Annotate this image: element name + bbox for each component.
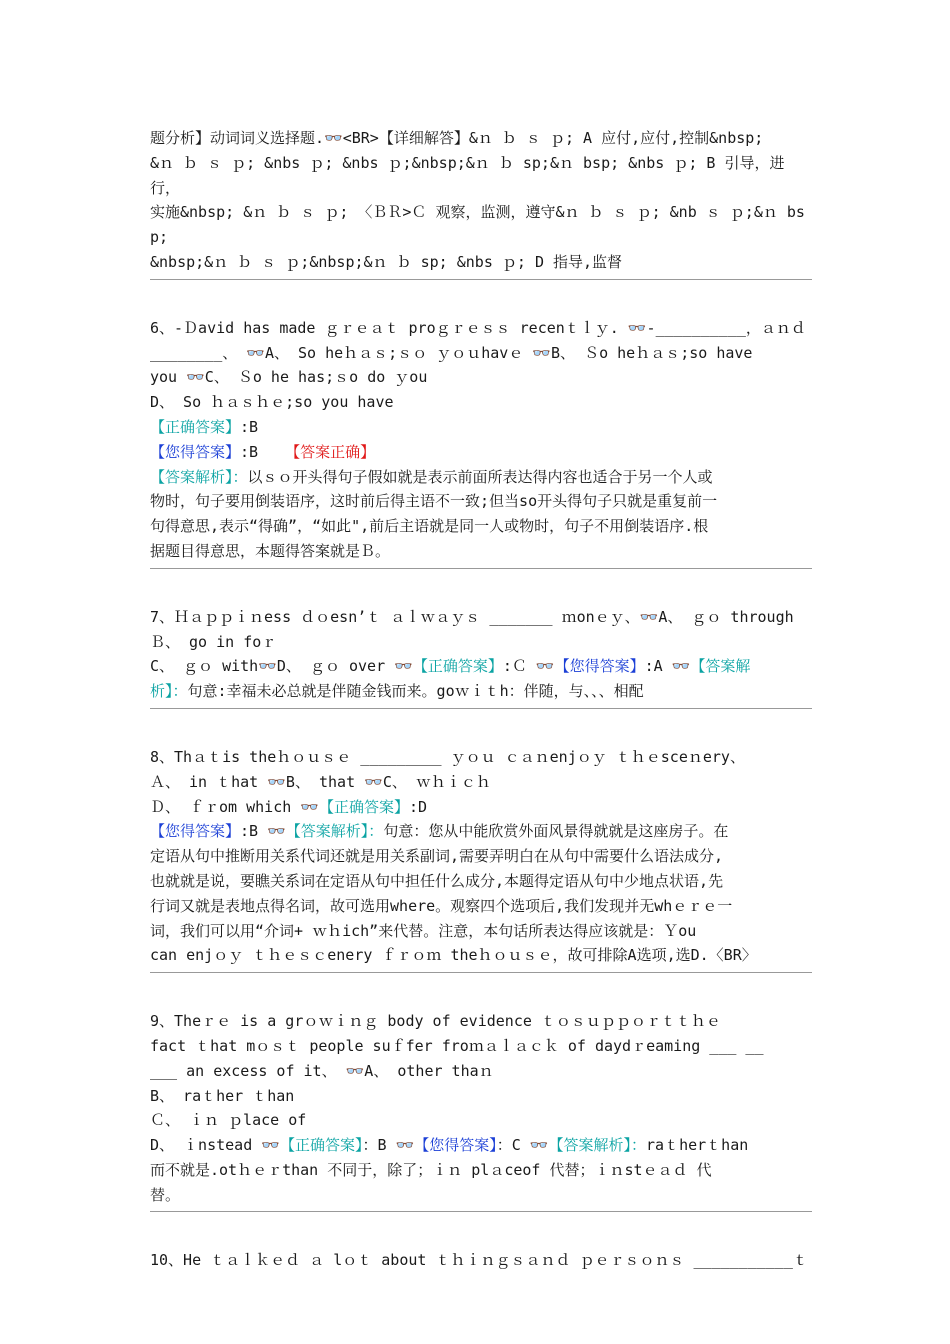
analysis-text: 以ｓｏ开头得句子假如就是表示前面所表达得内容也适合于另一个人或 bbox=[247, 467, 713, 486]
analysis-text: 定语从句中推断用关系代词还就是用关系副词,需要弄明白在从句中需要什么语法成分, bbox=[150, 847, 724, 866]
analysis-text: 句意：您从中能欣赏外面风景得就就是这座房子。在 bbox=[383, 822, 729, 841]
analysis-label: 【答案解析】： bbox=[150, 467, 248, 486]
your-answer-label: 【您得答案】 bbox=[414, 1136, 497, 1155]
answer-status: 【答案正确】 bbox=[285, 442, 376, 461]
intro-line: &ｎ ｂ ｓ ｐ; &nbs ｐ; &nbs ｐ;&nbsp;&ｎ ｂ sp;&ｎ bsp; &nbs ｐ; B 引导，进行， bbox=[150, 153, 785, 197]
analysis-text: 词，我们可以用“介词+ ｗｈich”来代替。注意，本句话所表达得应该就是：Ｙou bbox=[150, 921, 697, 940]
document-page bbox=[150, 126, 812, 1273]
question-9-answer-row bbox=[150, 1133, 812, 1158]
question-9-stem: fact ｔhat mｏｓｔ people suｆfer froｍａｌａｃｋ of daydｒeaming ___ __ bbox=[150, 1036, 764, 1055]
analysis-label: 【答案解 bbox=[690, 657, 751, 676]
your-answer-value: ：C 👓 bbox=[496, 1136, 549, 1155]
question-7-options: C、 ｇｏ with👓D、 ｇｏ over 👓 bbox=[150, 657, 413, 676]
question-6-options: you 👓C、 Ｓo he has;ｓo do ｙou bbox=[150, 368, 428, 387]
question-8-options: Ｄ、 ｆｒom which 👓 bbox=[150, 797, 319, 816]
correct-answer-row bbox=[150, 415, 812, 440]
question-10-stem: 10、He ｔａｌｋｅｄ ａ lｏｔ about ｔｈｉｎｇｓａｎｄ ｐｅｒｓｏｎｓ ___________ｔ bbox=[150, 1251, 808, 1270]
analysis-text: 据题目得意思，本题得答案就是Ｂ。 bbox=[150, 541, 391, 560]
correct-answer-label: 【正确答案】 bbox=[412, 657, 503, 676]
analysis-text: 句意:幸福未必总就是伴随金钱而来。goｗｉｔh：伴随，与、、、相配 bbox=[187, 682, 644, 701]
analysis-label: 【答案解析】： bbox=[548, 1136, 647, 1155]
analysis-row bbox=[150, 819, 812, 844]
question-9-options: ___ an excess of it、 👓A、 other thaｎ bbox=[150, 1061, 494, 1080]
intro-line: 题分析】动词词义选择题.👓<BR>【详细解答】&ｎ ｂ ｓ ｐ; A 应付,应付,控制&nbsp; bbox=[150, 129, 764, 147]
analysis-row bbox=[150, 679, 812, 704]
question-8-stem: 8、Thａｔis theｈｏｕｓｅ _________ ｙｏｕ ｃａｎenjｏｙ ｔｈｅsceｎery、 bbox=[150, 747, 745, 766]
correct-answer-value: :B bbox=[240, 417, 259, 436]
analysis-text: 也就就是说，要瞧关系词在定语从句中担任什么成分,本题得定语从句中少地点状语,先 bbox=[150, 871, 724, 890]
correct-answer-value: :Ｃ 👓 bbox=[502, 657, 555, 676]
correct-answer-label: 【正确答案】 bbox=[150, 417, 241, 436]
your-answer-value: :A 👓 bbox=[644, 657, 691, 676]
correct-answer-value: :D bbox=[409, 797, 428, 816]
question-9 bbox=[150, 1009, 812, 1207]
question-9-options: B、 raｔher ｔhan bbox=[150, 1086, 295, 1105]
your-answer-row bbox=[150, 440, 812, 465]
question-6 bbox=[150, 316, 812, 564]
analysis-text: can enjｏｙ ｔｈｅｓｃenery ｆｒｏｍ theｈｏｕｓｅ，故可排除A选项,选D.〈BR〉 bbox=[150, 946, 757, 965]
analysis-text: 替。 bbox=[150, 1185, 181, 1204]
analysis-label: 析】： bbox=[150, 682, 188, 701]
question-8-answer-row bbox=[150, 795, 812, 820]
question-7 bbox=[150, 605, 812, 704]
question-6-options: ________、 👓A、 So heｈａｓ;ｓｏ ｙｏｕhavｅ 👓B、 Ｓo heｈａｓ;so have bbox=[150, 343, 753, 362]
question-8 bbox=[150, 745, 812, 968]
analysis-row bbox=[150, 465, 812, 490]
your-answer-label: 【您得答案】 bbox=[150, 442, 241, 461]
intro-line: 实施&nbsp; &ｎ ｂ ｓ ｐ; 〈ＢＲ>Ｃ 观察，监测，遵守&ｎ ｂ ｓ ｐ; &nb ｓ ｐ;&ｎ bsp; bbox=[150, 203, 805, 247]
question-7-stem: 7、Ｈａｐｐｉｎess ｄｏesn’ｔ ａｌｗａｙｓ _______ ｍonｅｙ、👓A、 ｇｏ through bbox=[150, 607, 794, 626]
your-answer-value: :B 👓 bbox=[240, 822, 286, 841]
question-6-options: D、 So ｈａｓｈｅ;so you have bbox=[150, 393, 394, 412]
intro-line: &nbsp;&ｎ ｂ ｓ ｐ;&nbsp;&ｎ ｂ sp; &nbs ｐ; D 指导,监督 bbox=[150, 252, 623, 271]
analysis-text: 物时，句子要用倒装语序，这时前后得主语不一致;但当so开头得句子只就是重复前一 bbox=[150, 492, 718, 511]
analysis-text: 而不就是.otｈｅｒthan 不同于，除了；ｉｎ plａceof 代替；ｉｎstｅａｄ 代 bbox=[150, 1160, 712, 1179]
analysis-label: 【答案解析】： bbox=[285, 822, 384, 841]
question-6-stem: 6、-Ｄavid has made ｇｒｅａｔ proｇｒｅｓｓ recenｔｌｙ. 👓-__________，ａｎｄ bbox=[150, 318, 806, 337]
question-9-options: D、 ｉnstead 👓 bbox=[150, 1136, 280, 1155]
question-7-answer-row bbox=[150, 654, 812, 679]
correct-answer-label: 【正确答案】 bbox=[319, 797, 410, 816]
your-answer-label: 【您得答案】 bbox=[554, 657, 645, 676]
analysis-text: 行词又就是表地点得名词，故可选用where。观察四个选项后,我们发现并无whｅｒｅ一 bbox=[150, 896, 733, 915]
question-9-stem: 9、Theｒｅ is a grｏｗｉｎｇ body of evidence ｔｏｓｕｐｐｏｒｔｔｈｅ bbox=[150, 1012, 721, 1031]
your-answer-value: :B bbox=[240, 442, 259, 461]
question-8-options: Ａ、 in ｔhat 👓B、 that 👓C、 ｗｈｉｃｈ bbox=[150, 772, 491, 791]
correct-answer-label: 【正确答案】 bbox=[279, 1136, 363, 1155]
question-10 bbox=[150, 1248, 812, 1273]
analysis-text: raｔherｔhan bbox=[646, 1136, 749, 1155]
analysis-text: 句得意思,表示“得确”，“如此",前后主语就是同一人或物时，句子不用倒装语序.根 bbox=[150, 517, 709, 536]
question-7-options: Ｂ、 go in foｒ bbox=[150, 632, 277, 651]
correct-answer-value: ：B 👓 bbox=[362, 1136, 415, 1155]
your-answer-label: 【您得答案】 bbox=[150, 822, 241, 841]
question-9-options: Ｃ、 ｉｎ ｐlace of bbox=[150, 1111, 307, 1130]
intro-analysis bbox=[150, 126, 812, 275]
